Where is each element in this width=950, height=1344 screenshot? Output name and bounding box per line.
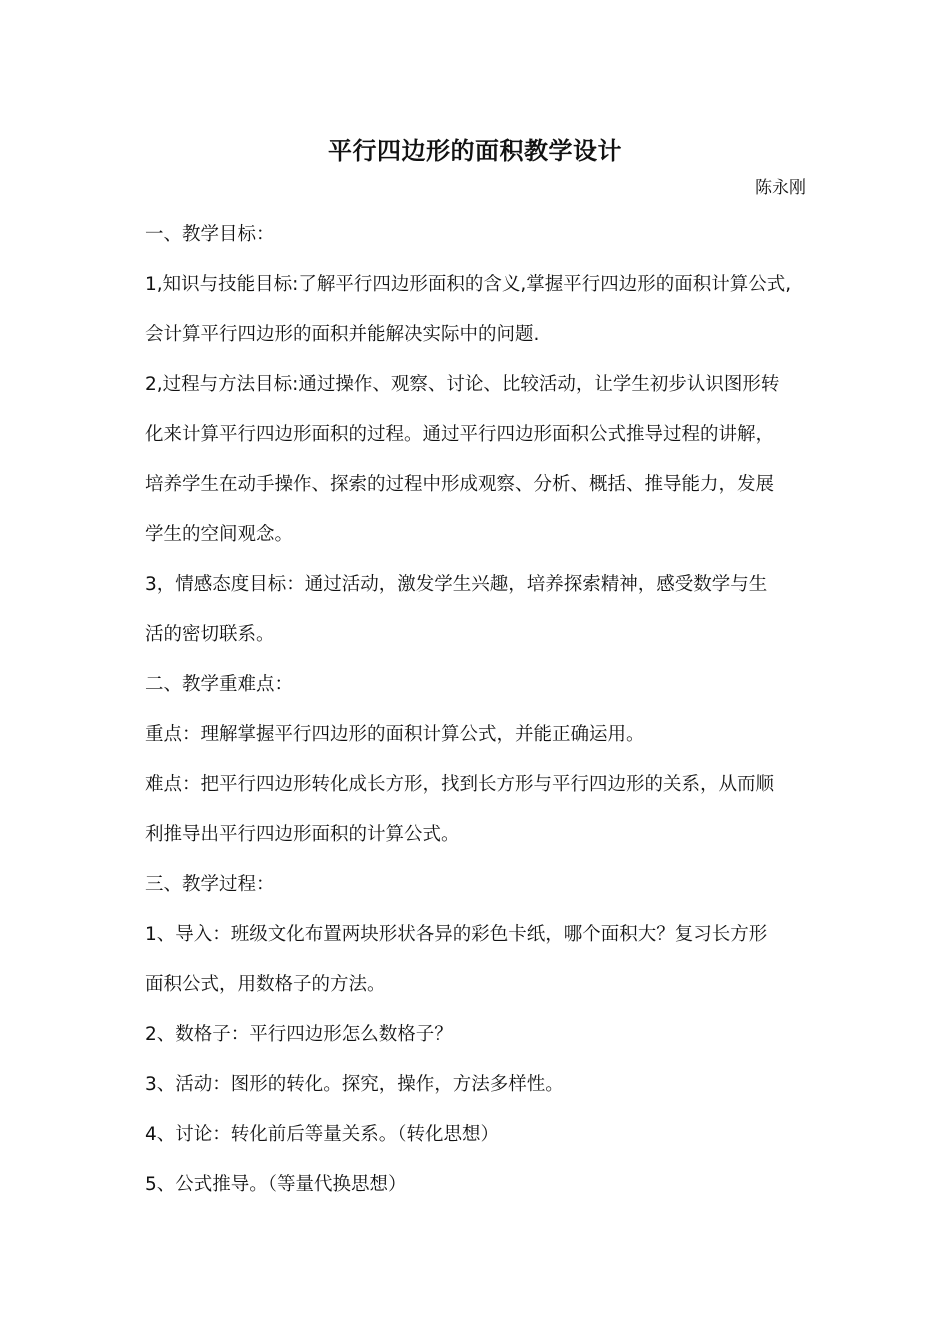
- paragraph-line: 培养学生在动手操作、探索的过程中形成观察、分析、概括、推导能力，发展: [145, 474, 775, 495]
- paragraph-line: 1,知识与技能目标:了解平行四边形面积的含义,掌握平行四边形的面积计算公式,: [145, 274, 792, 295]
- section-heading-objectives: 一、教学目标：: [145, 224, 275, 245]
- paragraph-line: 2,过程与方法目标:通过操作、观察、讨论、比较活动，让学生初步认识图形转: [145, 374, 780, 395]
- section-heading-process: 三、教学过程：: [145, 874, 275, 895]
- paragraph-line: 3，情感态度目标：通过活动，激发学生兴趣，培养探索精神，感受数学与生: [145, 574, 768, 595]
- paragraph-line: 4、讨论：转化前后等量关系。（转化思想）: [145, 1124, 500, 1145]
- paragraph-line: 利推导出平行四边形面积的计算公式。: [145, 824, 460, 845]
- paragraph-line: 重点：理解掌握平行四边形的面积计算公式，并能正确运用。: [145, 724, 645, 745]
- section-heading-key-points: 二、教学重难点：: [145, 674, 294, 695]
- document-title: 平行四边形的面积教学设计: [328, 137, 622, 165]
- document-author: 陈永刚: [755, 178, 806, 198]
- paragraph-line: 会计算平行四边形的面积并能解决实际中的问题.: [145, 324, 540, 345]
- paragraph-line: 5、公式推导。（等量代换思想）: [145, 1174, 407, 1195]
- paragraph-line: 1、导入：班级文化布置两块形状各异的彩色卡纸，哪个面积大？复习长方形: [145, 924, 768, 945]
- paragraph-line: 活的密切联系。: [145, 624, 275, 645]
- paragraph-line: 3、活动：图形的转化。探究，操作，方法多样性。: [145, 1074, 564, 1095]
- paragraph-line: 面积公式，用数格子的方法。: [145, 974, 386, 995]
- paragraph-line: 化来计算平行四边形面积的过程。通过平行四边形面积公式推导过程的讲解，: [145, 424, 775, 445]
- document-body: [145, 210, 815, 1210]
- paragraph-line: 难点：把平行四边形转化成长方形，找到长方形与平行四边形的关系，从而顺: [145, 774, 775, 795]
- paragraph-line: 2、数格子：平行四边形怎么数格子？: [145, 1024, 453, 1045]
- paragraph-line: 学生的空间观念。: [145, 524, 294, 545]
